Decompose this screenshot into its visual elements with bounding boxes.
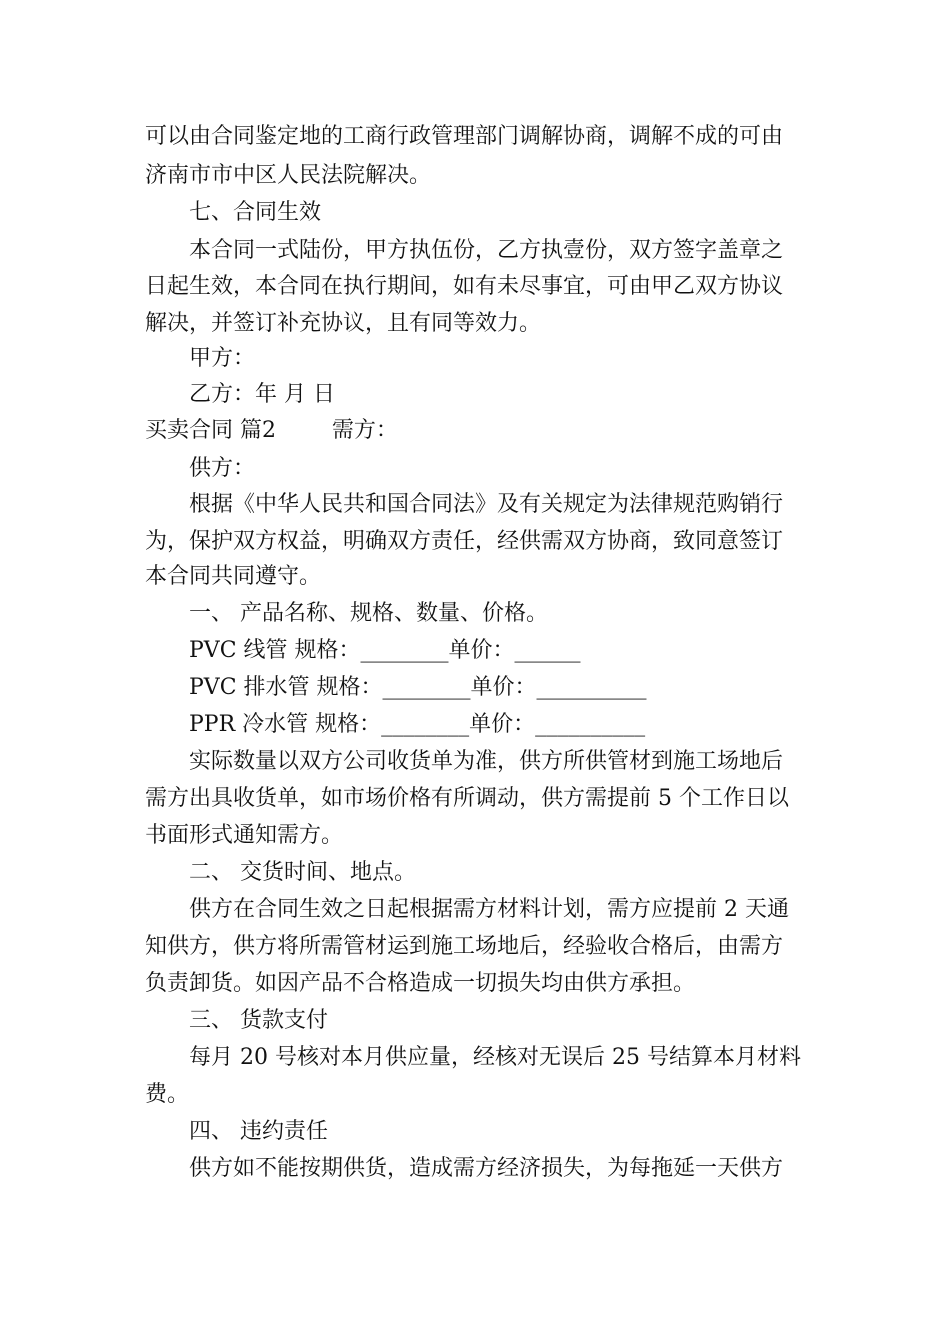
product-line: PVC 线管 规格：________单价：______: [189, 638, 581, 663]
section-heading: 二、 交货时间、地点。: [189, 860, 416, 885]
signature-line-party-b: 乙方：年 月 日: [189, 382, 335, 407]
body-text-line: 知供方，供方将所需管材运到施工场地后，经验收合格后，由需方: [145, 934, 784, 959]
body-text-line: 日起生效，本合同在执行期间，如有未尽事宜，可由甲乙双方协议: [145, 274, 784, 299]
body-text-line: 济南市市中区人民法院解决。: [145, 163, 432, 188]
section-heading: 七、合同生效: [189, 200, 322, 225]
product-line: PVC 排水管 规格：________单价：__________: [189, 675, 647, 700]
body-text-line: 本合同一式陆份，甲方执伍份，乙方执壹份，双方签字盖章之: [189, 238, 784, 263]
body-text-line: 费。: [145, 1082, 190, 1107]
body-text-line: 可以由合同鉴定地的工商行政管理部门调解协商，调解不成的可由: [145, 124, 784, 149]
section-heading: 四、 违约责任: [189, 1119, 328, 1144]
body-text-line: 根据《中华人民共和国合同法》及有关规定为法律规范购销行: [189, 492, 784, 517]
body-text-line: 实际数量以双方公司收货单为准，供方所供管材到施工场地后: [189, 749, 784, 774]
body-text-line: 供方如不能按期供货，造成需方经济损失，为每拖延一天供方: [189, 1156, 784, 1181]
body-text-line: 本合同共同遵守。: [145, 564, 322, 589]
body-text-line: 解决，并签订补充协议，且有同等效力。: [145, 311, 542, 336]
body-text-line: 每月 20 号核对本月供应量，经核对无误后 25 号结算本月材料: [189, 1045, 801, 1070]
body-text-line: 为，保护双方权益，明确双方责任，经供需双方协商，致同意签订: [145, 529, 784, 554]
contract-title-line: 买卖合同 篇2 需方：: [145, 418, 398, 443]
section-heading: 一、 产品名称、规格、数量、价格。: [189, 601, 548, 626]
body-text-line: 供方在合同生效之日起根据需方材料计划，需方应提前 2 天通: [189, 897, 789, 922]
body-text-line: 需方出具收货单，如市场价格有所调动，供方需提前 5 个工作日以: [145, 786, 789, 811]
product-line: PPR 冷水管 规格：________单价：__________: [189, 712, 646, 737]
section-heading: 三、 货款支付: [189, 1008, 328, 1033]
supplier-line: 供方：: [189, 456, 256, 481]
body-text-line: 书面形式通知需方。: [145, 823, 344, 848]
signature-line-party-a: 甲方：: [189, 346, 256, 371]
body-text-line: 负责卸货。如因产品不合格造成一切损失均由供方承担。: [145, 971, 696, 996]
